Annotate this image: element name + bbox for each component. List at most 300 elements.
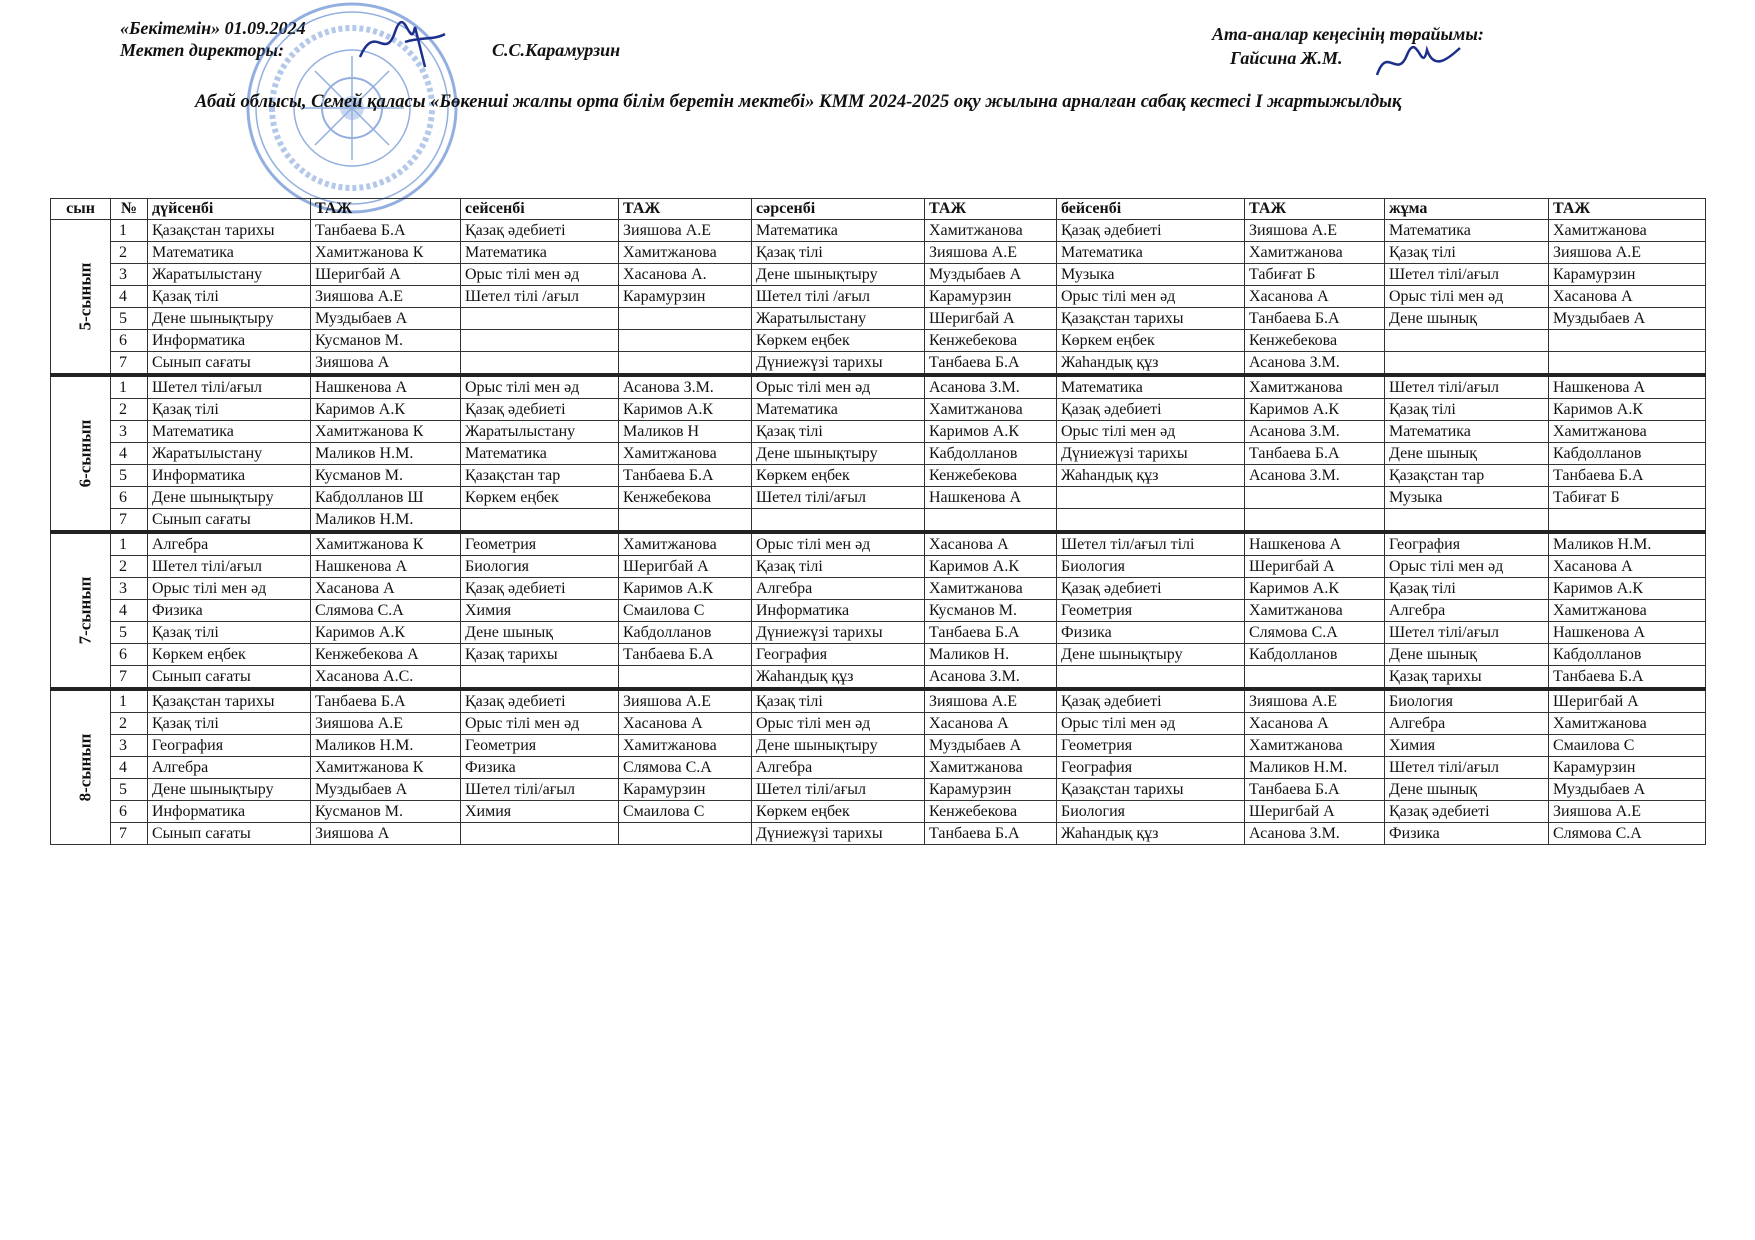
teacher-cell: Каримов А.К [1245, 578, 1385, 600]
subject-cell [752, 509, 925, 533]
subject-cell: Шетел тілі/ағыл [1385, 375, 1549, 399]
subject-cell: Алгебра [1385, 713, 1549, 735]
teacher-cell [619, 509, 752, 533]
lesson-number: 3 [111, 578, 148, 600]
teacher-cell: Хамитжанова [925, 578, 1057, 600]
table-row [51, 689, 1706, 713]
teacher-cell: Смаилова С [619, 600, 752, 622]
subject-cell: Математика [752, 220, 925, 242]
teacher-cell: Танбаева Б.А [925, 823, 1057, 845]
subject-cell: Информатика [148, 465, 311, 487]
teacher-cell [619, 352, 752, 376]
subject-cell: Биология [1057, 556, 1245, 578]
teacher-cell: Кабдолланов [925, 443, 1057, 465]
teacher-cell: Танбаева Б.А [1549, 465, 1706, 487]
subject-cell: Қазақ тілі [752, 421, 925, 443]
lesson-number: 7 [111, 823, 148, 845]
teacher-cell: Зияшова А.Е [311, 286, 461, 308]
teacher-cell: Зияшова А.Е [1245, 220, 1385, 242]
teacher-cell: Каримов А.К [311, 399, 461, 421]
lesson-number: 5 [111, 465, 148, 487]
teacher-cell: Хамитжанова К [311, 532, 461, 556]
subject-cell: Биология [1057, 801, 1245, 823]
teacher-cell: Каримов А.К [311, 622, 461, 644]
teacher-cell: Хамитжанова [1245, 242, 1385, 264]
teacher-cell: Кабдолланов [619, 622, 752, 644]
subject-cell: Қазақ тілі [1385, 399, 1549, 421]
subject-cell: Биология [1385, 689, 1549, 713]
subject-cell: Алгебра [148, 757, 311, 779]
teacher-cell: Хамитжанова [619, 443, 752, 465]
subject-cell [461, 823, 619, 845]
teacher-cell: Маликов Н.М. [311, 443, 461, 465]
teacher-cell: Нашкенова А [1549, 622, 1706, 644]
subject-cell: Музыка [1057, 264, 1245, 286]
column-header-teacher: ТАЖ [1245, 199, 1385, 220]
teacher-cell: Табиғат Б [1245, 264, 1385, 286]
subject-cell: Орыс тілі мен әд [752, 713, 925, 735]
column-header-number: № [111, 199, 148, 220]
teacher-cell [925, 509, 1057, 533]
teacher-cell: Карамурзин [1549, 264, 1706, 286]
subject-cell: Қазақ әдебиеті [461, 578, 619, 600]
lesson-number: 2 [111, 399, 148, 421]
teacher-cell [619, 823, 752, 845]
subject-cell: Қазақ тілі [752, 242, 925, 264]
table-row [51, 465, 1706, 487]
subject-cell: Дене шынықтыру [752, 735, 925, 757]
subject-cell: Көркем еңбек [1057, 330, 1245, 352]
teacher-cell: Зияшова А.Е [619, 220, 752, 242]
subject-cell: География [148, 735, 311, 757]
subject-cell: Шетел тілі/ағыл [148, 375, 311, 399]
subject-cell: Қазақ тарихы [1385, 666, 1549, 690]
subject-cell: Шетел тілі/ағыл [1385, 264, 1549, 286]
table-row [51, 330, 1706, 352]
table-row [51, 600, 1706, 622]
subject-cell: География [1385, 532, 1549, 556]
subject-cell: Жаратылыстану [752, 308, 925, 330]
subject-cell: Қазақ әдебиеті [461, 689, 619, 713]
table-row [51, 220, 1706, 242]
teacher-cell: Танбаева Б.А [1245, 308, 1385, 330]
grade-label: 8-сынып [75, 733, 95, 801]
teacher-cell: Нашкенова А [311, 375, 461, 399]
column-header-teacher: ТАЖ [1549, 199, 1706, 220]
document-title: Абай облысы, Семей қаласы «Бөкенші жалпы орта білім беретін мектебі» КММ 2024-2025 оқу жылына арналған сабақ кестесі І жартыжылдық [195, 92, 1402, 112]
teacher-cell: Каримов А.К [1549, 578, 1706, 600]
subject-cell: География [752, 644, 925, 666]
column-header-monday: дүйсенбі [148, 199, 311, 220]
teacher-cell: Танбаева Б.А [619, 644, 752, 666]
teacher-cell: Хамитжанова [925, 399, 1057, 421]
subject-cell [461, 509, 619, 533]
grade-cell [51, 220, 111, 376]
lesson-number: 5 [111, 308, 148, 330]
teacher-cell: Асанова З.М. [1245, 823, 1385, 845]
teacher-cell: Асанова З.М. [1245, 421, 1385, 443]
subject-cell: Алгебра [752, 578, 925, 600]
teacher-cell: Смаилова С [619, 801, 752, 823]
teacher-cell: Муздыбаев А [311, 779, 461, 801]
table-row [51, 532, 1706, 556]
subject-cell: Дене шынықтыру [148, 308, 311, 330]
teacher-cell: Зияшова А.Е [619, 689, 752, 713]
subject-cell: Геометрия [461, 532, 619, 556]
teacher-cell: Хасанова А. [619, 264, 752, 286]
subject-cell: Геометрия [1057, 600, 1245, 622]
subject-cell: Дене шынық [1385, 779, 1549, 801]
teacher-cell: Маликов Н.М. [311, 509, 461, 533]
teacher-cell: Кусманов М. [311, 465, 461, 487]
subject-cell: Информатика [752, 600, 925, 622]
subject-cell: Сынып сағаты [148, 352, 311, 376]
subject-cell: Математика [148, 242, 311, 264]
schedule-table [50, 198, 1706, 845]
subject-cell: Көркем еңбек [752, 330, 925, 352]
teacher-cell: Кенжебекова А [311, 644, 461, 666]
subject-cell: Дүниежүзі тарихы [752, 352, 925, 376]
column-header-teacher: ТАЖ [311, 199, 461, 220]
teacher-cell: Асанова З.М. [925, 666, 1057, 690]
table-row [51, 757, 1706, 779]
subject-cell: Сынып сағаты [148, 823, 311, 845]
subject-cell: География [1057, 757, 1245, 779]
table-row [51, 556, 1706, 578]
subject-cell: Қазақ тілі [148, 713, 311, 735]
teacher-cell: Хасанова А [1245, 713, 1385, 735]
subject-cell [1057, 666, 1245, 690]
subject-cell: Көркем еңбек [148, 644, 311, 666]
subject-cell: Химия [461, 600, 619, 622]
subject-cell: Көркем еңбек [752, 465, 925, 487]
teacher-cell: Шеригбай А [311, 264, 461, 286]
teacher-cell: Нашкенова А [925, 487, 1057, 509]
subject-cell: Алгебра [752, 757, 925, 779]
table-row [51, 308, 1706, 330]
subject-cell: Қазақ әдебиеті [1057, 578, 1245, 600]
lesson-number: 7 [111, 352, 148, 376]
teacher-cell: Хамитжанова [1549, 421, 1706, 443]
teacher-cell: Танбаева Б.А [925, 352, 1057, 376]
subject-cell: Орыс тілі мен әд [1385, 556, 1549, 578]
subject-cell: Дене шынықтыру [752, 443, 925, 465]
subject-cell: Шетел тілі/ағыл [148, 556, 311, 578]
subject-cell: Жаһандық құз [752, 666, 925, 690]
lesson-number: 2 [111, 713, 148, 735]
teacher-cell: Слямова С.А [1245, 622, 1385, 644]
column-header-tuesday: сейсенбі [461, 199, 619, 220]
table-row [51, 801, 1706, 823]
teacher-cell: Хамитжанова [1549, 713, 1706, 735]
subject-cell: Сынып сағаты [148, 509, 311, 533]
teacher-cell: Кабдолланов Ш [311, 487, 461, 509]
lesson-number: 2 [111, 556, 148, 578]
column-header-thursday: бейсенбі [1057, 199, 1245, 220]
column-header-teacher: ТАЖ [925, 199, 1057, 220]
teacher-cell: Каримов А.К [925, 421, 1057, 443]
teacher-cell: Маликов Н [619, 421, 752, 443]
subject-cell: Математика [1057, 375, 1245, 399]
subject-cell: Шетел тілі/ағыл [461, 779, 619, 801]
subject-cell: Дене шынық [1385, 644, 1549, 666]
subject-cell: Шетел тілі /ағыл [461, 286, 619, 308]
column-header-teacher: ТАЖ [619, 199, 752, 220]
grade-cell [51, 375, 111, 532]
teacher-cell: Слямова С.А [1549, 823, 1706, 845]
subject-cell: Дене шынықтыру [148, 779, 311, 801]
teacher-cell: Хасанова А [925, 532, 1057, 556]
table-row [51, 644, 1706, 666]
teacher-cell: Кенжебекова [925, 465, 1057, 487]
subject-cell: Орыс тілі мен әд [461, 375, 619, 399]
teacher-cell: Шеригбай А [1245, 801, 1385, 823]
teacher-cell: Танбаева Б.А [925, 622, 1057, 644]
subject-cell: Геометрия [461, 735, 619, 757]
subject-cell: Физика [1385, 823, 1549, 845]
subject-cell: Дүниежүзі тарихы [752, 622, 925, 644]
subject-cell [1057, 509, 1245, 533]
lesson-number: 3 [111, 421, 148, 443]
lesson-number: 4 [111, 600, 148, 622]
teacher-cell: Муздыбаев А [311, 308, 461, 330]
teacher-cell: Кусманов М. [311, 330, 461, 352]
subject-cell: Қазақстан тарихы [148, 689, 311, 713]
subject-cell: Дүниежүзі тарихы [752, 823, 925, 845]
teacher-cell: Шеригбай А [925, 308, 1057, 330]
subject-cell: Физика [148, 600, 311, 622]
teacher-cell: Зияшова А [311, 352, 461, 376]
teacher-cell: Шеригбай А [1245, 556, 1385, 578]
subject-cell: Орыс тілі мен әд [148, 578, 311, 600]
subject-cell: Қазақ әдебиеті [1385, 801, 1549, 823]
council-chair-signature [1372, 40, 1462, 85]
subject-cell: Математика [1385, 421, 1549, 443]
teacher-cell: Кабдолланов [1549, 644, 1706, 666]
teacher-cell: Кенжебекова [925, 801, 1057, 823]
teacher-cell: Хамитжанова [619, 532, 752, 556]
subject-cell: Қазақ әдебиеті [461, 220, 619, 242]
lesson-number: 6 [111, 801, 148, 823]
column-header-friday: жұма [1385, 199, 1549, 220]
subject-cell: Көркем еңбек [752, 801, 925, 823]
subject-cell: Қазақ тілі [148, 399, 311, 421]
teacher-cell: Муздыбаев А [1549, 308, 1706, 330]
subject-cell: Қазақстан тар [461, 465, 619, 487]
teacher-cell: Хамитжанова [1549, 600, 1706, 622]
subject-cell: Қазақ әдебиеті [1057, 689, 1245, 713]
teacher-cell: Хамитжанова К [311, 757, 461, 779]
grade-cell [51, 689, 111, 845]
subject-cell: Физика [461, 757, 619, 779]
lesson-number: 6 [111, 487, 148, 509]
table-row [51, 399, 1706, 421]
subject-cell: Дене шынық [461, 622, 619, 644]
lesson-number: 1 [111, 375, 148, 399]
table-row [51, 352, 1706, 376]
subject-cell: Қазақ тілі [1385, 242, 1549, 264]
teacher-cell: Хамитжанова [1245, 600, 1385, 622]
subject-cell: Жаһандық құз [1057, 465, 1245, 487]
column-header-grade: сын [51, 199, 111, 220]
director-name: С.С.Карамурзин [492, 40, 621, 60]
teacher-cell: Нашкенова А [311, 556, 461, 578]
teacher-cell: Зияшова А.Е [925, 689, 1057, 713]
teacher-cell: Зияшова А.Е [1549, 242, 1706, 264]
teacher-cell: Карамурзин [619, 286, 752, 308]
subject-cell [1057, 487, 1245, 509]
subject-cell [1385, 352, 1549, 376]
subject-cell: Шетел тілі/ағыл [752, 487, 925, 509]
teacher-cell: Хасанова А [1549, 556, 1706, 578]
teacher-cell: Зияшова А.Е [1245, 689, 1385, 713]
subject-cell: Математика [461, 242, 619, 264]
subject-cell: Қазақстан тарихы [148, 220, 311, 242]
grade-label: 5-сынып [75, 262, 95, 330]
table-row [51, 242, 1706, 264]
teacher-cell [1245, 509, 1385, 533]
teacher-cell [1549, 509, 1706, 533]
teacher-cell: Карамурзин [619, 779, 752, 801]
lesson-number: 7 [111, 509, 148, 533]
lesson-number: 4 [111, 443, 148, 465]
table-row [51, 264, 1706, 286]
subject-cell: Шетел тіл/ағыл тілі [1057, 532, 1245, 556]
teacher-cell: Асанова З.М. [619, 375, 752, 399]
teacher-cell: Кабдолланов [1245, 644, 1385, 666]
subject-cell: Шетел тілі/ағыл [1385, 622, 1549, 644]
director-title: Мектеп директоры: [120, 40, 284, 60]
teacher-cell: Танбаева Б.А [311, 689, 461, 713]
lesson-number: 5 [111, 622, 148, 644]
teacher-cell: Зияшова А [311, 823, 461, 845]
council-chair-name: Гайсина Ж.М. [1230, 48, 1343, 68]
teacher-cell: Хасанова А [619, 713, 752, 735]
teacher-cell: Кусманов М. [311, 801, 461, 823]
grade-cell [51, 532, 111, 689]
teacher-cell: Хамитжанова К [311, 242, 461, 264]
subject-cell: Жаратылыстану [148, 443, 311, 465]
teacher-cell: Хамитжанова [1245, 375, 1385, 399]
teacher-cell: Хасанова А [311, 578, 461, 600]
subject-cell: Дене шынықтыру [1057, 644, 1245, 666]
subject-cell: Қазақ тарихы [461, 644, 619, 666]
teacher-cell: Хамитжанова К [311, 421, 461, 443]
subject-cell: Информатика [148, 330, 311, 352]
lesson-number: 4 [111, 757, 148, 779]
teacher-cell: Кенжебекова [619, 487, 752, 509]
subject-cell: Музыка [1385, 487, 1549, 509]
table-row [51, 375, 1706, 399]
lesson-number: 1 [111, 532, 148, 556]
teacher-cell: Кенжебекова [925, 330, 1057, 352]
teacher-cell [1549, 330, 1706, 352]
teacher-cell: Муздыбаев А [1549, 779, 1706, 801]
teacher-cell: Хамитжанова [1245, 735, 1385, 757]
subject-cell: Жаратылыстану [148, 264, 311, 286]
teacher-cell: Асанова З.М. [1245, 465, 1385, 487]
table-row [51, 443, 1706, 465]
subject-cell: Математика [1057, 242, 1245, 264]
teacher-cell: Карамурзин [1549, 757, 1706, 779]
teacher-cell: Хамитжанова [619, 735, 752, 757]
table-header-row [51, 199, 1706, 220]
subject-cell: Жаратылыстану [461, 421, 619, 443]
grade-label: 7-сынып [75, 576, 95, 644]
subject-cell [461, 330, 619, 352]
approval-text: «Бекітемін» 01.09.2024 [120, 18, 306, 38]
column-header-wednesday: сәрсенбі [752, 199, 925, 220]
subject-cell: Химия [1385, 735, 1549, 757]
subject-cell: Қазақ тілі [148, 622, 311, 644]
lesson-number: 1 [111, 220, 148, 242]
teacher-cell [619, 330, 752, 352]
lesson-number: 1 [111, 689, 148, 713]
teacher-cell: Зияшова А.Е [925, 242, 1057, 264]
subject-cell: Қазақстан тарихы [1057, 308, 1245, 330]
subject-cell: Шетел тілі/ағыл [1385, 757, 1549, 779]
table-row [51, 823, 1706, 845]
teacher-cell: Маликов Н.М. [311, 735, 461, 757]
subject-cell: Физика [1057, 622, 1245, 644]
teacher-cell: Танбаева Б.А [619, 465, 752, 487]
teacher-cell: Маликов Н.М. [1245, 757, 1385, 779]
subject-cell: Қазақ тілі [148, 286, 311, 308]
subject-cell: Қазақ тілі [752, 556, 925, 578]
subject-cell: Жаһандық құз [1057, 823, 1245, 845]
teacher-cell [1245, 487, 1385, 509]
teacher-cell: Смаилова С [1549, 735, 1706, 757]
table-row [51, 666, 1706, 690]
teacher-cell: Танбаева Б.А [1245, 779, 1385, 801]
teacher-cell: Асанова З.М. [1245, 352, 1385, 376]
teacher-cell: Хамитжанова [925, 757, 1057, 779]
subject-cell: Математика [1385, 220, 1549, 242]
director-signature [355, 12, 450, 72]
subject-cell [1385, 509, 1549, 533]
subject-cell: Дене шынық [1385, 443, 1549, 465]
teacher-cell: Нашкенова А [1245, 532, 1385, 556]
subject-cell [1385, 330, 1549, 352]
teacher-cell: Каримов А.К [925, 556, 1057, 578]
lesson-number: 4 [111, 286, 148, 308]
teacher-cell: Карамурзин [925, 779, 1057, 801]
subject-cell: Дене шынықтыру [148, 487, 311, 509]
subject-cell: Орыс тілі мен әд [1385, 286, 1549, 308]
teacher-cell: Маликов Н. [925, 644, 1057, 666]
subject-cell: Химия [461, 801, 619, 823]
teacher-cell: Нашкенова А [1549, 375, 1706, 399]
teacher-cell: Шеригбай А [619, 556, 752, 578]
teacher-cell: Хасанова А.С. [311, 666, 461, 690]
subject-cell: Қазақ тілі [1385, 578, 1549, 600]
teacher-cell: Табиғат Б [1549, 487, 1706, 509]
lesson-number: 3 [111, 735, 148, 757]
teacher-cell [1245, 666, 1385, 690]
subject-cell: Орыс тілі мен әд [461, 264, 619, 286]
subject-cell: Орыс тілі мен әд [1057, 421, 1245, 443]
table-row [51, 622, 1706, 644]
subject-cell: Қазақ әдебиеті [461, 399, 619, 421]
subject-cell: Көркем еңбек [461, 487, 619, 509]
lesson-number: 2 [111, 242, 148, 264]
subject-cell: Алгебра [1385, 600, 1549, 622]
subject-cell: Информатика [148, 801, 311, 823]
teacher-cell: Асанова З.М. [925, 375, 1057, 399]
teacher-cell: Кенжебекова [1245, 330, 1385, 352]
table-row [51, 735, 1706, 757]
subject-cell: Орыс тілі мен әд [461, 713, 619, 735]
